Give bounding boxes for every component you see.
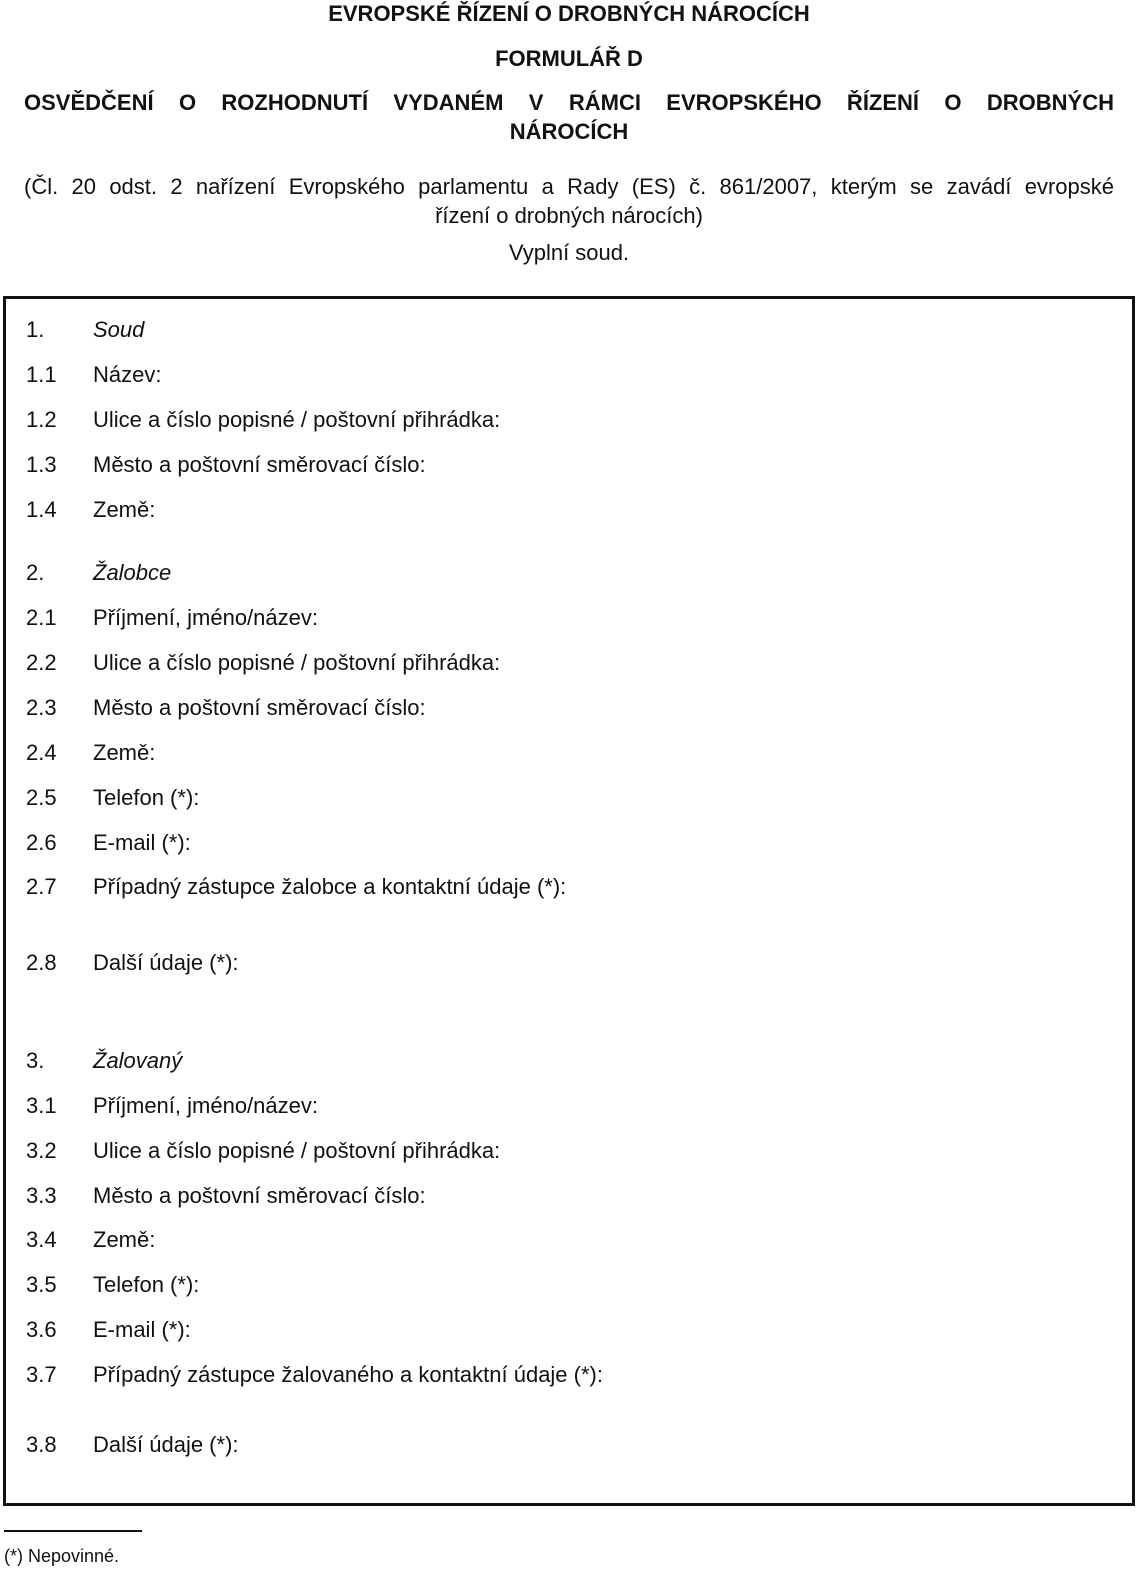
field-label: E-mail (*): xyxy=(93,1317,191,1342)
form-subtitle-continued: NÁROCÍCH xyxy=(509,119,629,144)
field-number: 3.5 xyxy=(26,1272,57,1297)
field-number: 2.5 xyxy=(26,785,57,810)
field-label: Telefon (*): xyxy=(93,785,200,810)
field-number: 3.2 xyxy=(26,1138,57,1163)
field-number: 3.4 xyxy=(26,1227,57,1252)
field-number: 2.6 xyxy=(26,830,57,855)
field-number: 2.7 xyxy=(26,874,57,899)
section-number: 1. xyxy=(26,317,45,342)
section-heading: Soud xyxy=(93,317,145,342)
form-box xyxy=(3,296,1135,1506)
field-label: Ulice a číslo popisné / poštovní přihrádka: xyxy=(93,650,501,675)
section-number: 2. xyxy=(26,560,45,585)
field-number: 2.3 xyxy=(26,695,57,720)
field-label: Země: xyxy=(93,497,156,522)
legal-reference-continued: řízení o drobných nárocích) xyxy=(435,203,703,228)
field-number: 1.4 xyxy=(26,497,57,522)
field-number: 2.2 xyxy=(26,650,57,675)
field-number: 3.7 xyxy=(26,1362,57,1387)
field-label: Název: xyxy=(93,362,162,387)
field-label: Město a poštovní směrovací číslo: xyxy=(93,1183,426,1208)
field-label: Ulice a číslo popisné / poštovní přihrádka: xyxy=(93,407,501,432)
field-number: 2.1 xyxy=(26,605,57,630)
field-label: Případný zástupce žalovaného a kontaktní údaje (*): xyxy=(93,1362,603,1387)
field-label: E-mail (*): xyxy=(93,830,191,855)
field-label: Další údaje (*): xyxy=(93,950,239,975)
field-number: 1.2 xyxy=(26,407,57,432)
field-label: Příjmení, jméno/název: xyxy=(93,1093,318,1118)
fill-instruction: Vyplní soud. xyxy=(508,240,630,265)
field-number: 3.1 xyxy=(26,1093,57,1118)
form-subtitle: OSVĚDČENÍ O ROZHODNUTÍ VYDANÉM V RÁMCI EVROPSKÉHO ŘÍZENÍ O DROBNÝCH xyxy=(24,90,1114,115)
field-number: 2.4 xyxy=(26,740,57,765)
field-label: Město a poštovní směrovací číslo: xyxy=(93,452,426,477)
field-number: 3.8 xyxy=(26,1432,57,1457)
legal-reference: (Čl. 20 odst. 2 nařízení Evropského parlamentu a Rady (ES) č. 861/2007, kterým se zavádí evropské xyxy=(24,174,1114,199)
field-label: Země: xyxy=(93,1227,156,1252)
footnote: (*) Nepovinné. xyxy=(4,1546,120,1566)
field-number: 1.3 xyxy=(26,452,57,477)
footnote-rule xyxy=(4,1530,142,1532)
field-number: 3.3 xyxy=(26,1183,57,1208)
section-heading: Žalovaný xyxy=(93,1048,183,1073)
field-number: 2.8 xyxy=(26,950,57,975)
section-number: 3. xyxy=(26,1048,45,1073)
field-label: Případný zástupce žalobce a kontaktní údaje (*): xyxy=(93,874,567,899)
field-label: Ulice a číslo popisné / poštovní přihrádka: xyxy=(93,1138,501,1163)
document-title: EVROPSKÉ ŘÍZENÍ O DROBNÝCH NÁROCÍCH xyxy=(328,1,810,26)
field-label: Telefon (*): xyxy=(93,1272,200,1297)
field-label: Příjmení, jméno/název: xyxy=(93,605,318,630)
field-label: Další údaje (*): xyxy=(93,1432,239,1457)
field-label: Země: xyxy=(93,740,156,765)
section-heading: Žalobce xyxy=(93,560,172,585)
form-name: FORMULÁŘ D xyxy=(495,46,643,71)
field-number: 1.1 xyxy=(26,362,57,387)
field-label: Město a poštovní směrovací číslo: xyxy=(93,695,426,720)
field-number: 3.6 xyxy=(26,1317,57,1342)
